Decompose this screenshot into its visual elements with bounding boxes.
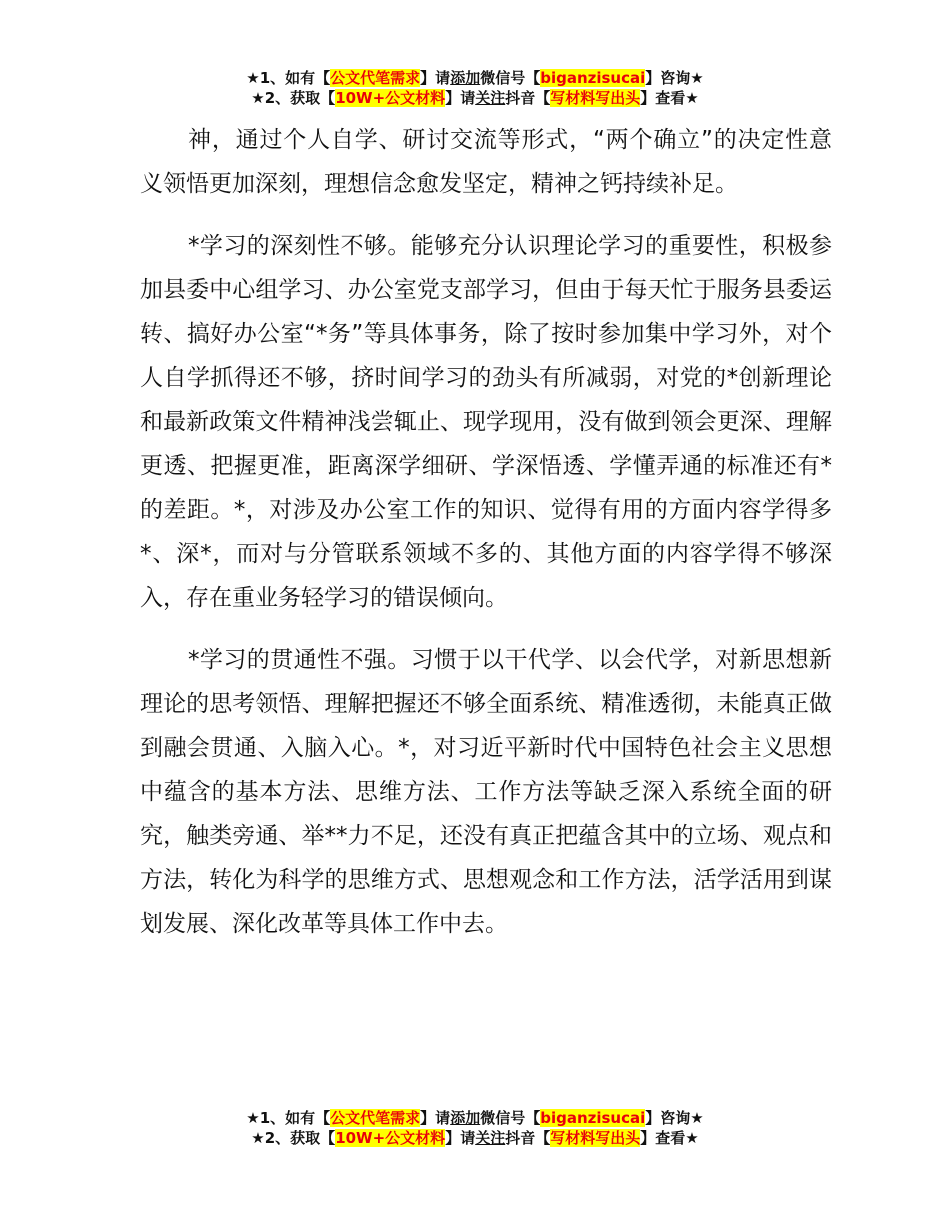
banner-line-2 — [0, 1128, 950, 1148]
banner-text: 】请 — [445, 89, 476, 107]
banner-line-2 — [0, 88, 950, 108]
banner-text: 】查看★ — [640, 1129, 699, 1147]
banner-text: 微信号【 — [480, 69, 541, 87]
banner-highlight-wechat-id: biganzisucai — [540, 1109, 646, 1127]
banner-text: 】咨询★ — [645, 69, 704, 87]
banner-text: 】请 — [420, 69, 451, 87]
footer-banner — [0, 1108, 950, 1148]
document-body — [140, 118, 832, 964]
banner-text: 微信号【 — [480, 1109, 541, 1127]
banner-text: ★2、获取【 — [251, 89, 336, 107]
paragraph-continuation: 神，通过个人自学、研讨交流等形式，“两个确立”的决定性意义领悟更加深刻，理想信念愈发坚定，精神之钙持续补足。 — [140, 127, 832, 197]
banner-text: ★1、如有【 — [246, 1109, 331, 1127]
banner-underlined-add: 添加 — [450, 69, 481, 87]
banner-highlight-douyin: 写材料写出头 — [550, 89, 641, 107]
banner-line-1 — [0, 1108, 950, 1128]
banner-text: 抖音【 — [505, 1129, 551, 1147]
banner-highlight-douyin: 写材料写出头 — [550, 1129, 641, 1147]
paragraph-learning-depth: *学习的深刻性不够。能够充分认识理论学习的重要性，积极参加县委中心组学习、办公室党支部学习，但由于每天忙于服务县委运转、搞好办公室“*务”等具体事务，除了按时参加集中学习外，对个人自学抓得还不够，挤时间学习的劲头有所减弱，对党的*创新理论和最新政策文件精神浅尝辄止、现学现用，没有做到领会更深、理解更透、把握更准，距离深学细研、学深悟透、学懂弄通的标准还有*的差距。*，对涉及办公室工作的知识、觉得有用的方面内容学得多*、深*，而对与分管联系领域不多的、其他方面的内容学得不够深入，存在重业务轻学习的错误倾向。 — [140, 233, 832, 611]
header-banner — [0, 68, 950, 108]
banner-text: ★2、获取【 — [251, 1129, 336, 1147]
banner-text: 】查看★ — [640, 89, 699, 107]
banner-highlight-service: 公文代笔需求 — [330, 69, 421, 87]
banner-text: ★1、如有【 — [246, 69, 331, 87]
banner-highlight-wechat-id: biganzisucai — [540, 69, 646, 87]
banner-line-1 — [0, 68, 950, 88]
banner-underlined-follow: 关注 — [475, 1129, 506, 1147]
banner-text: 】咨询★ — [645, 1109, 704, 1127]
paragraph-learning-coherence: *学习的贯通性不强。习惯于以干代学、以会代学，对新思想新理论的思考领悟、理解把握还不够全面系统、精准透彻，未能真正做到融会贯通、入脑入心。*，对习近平新时代中国特色社会主义思想中蕴含的基本方法、思维方法、工作方法等缺乏深入系统全面的研究，触类旁通、举**力不足，还没有真正把蕴含其中的立场、观点和方法，转化为科学的思维方式、思想观念和工作方法，活学活用到谋划发展、深化改革等具体工作中去。 — [140, 647, 832, 937]
banner-underlined-add: 添加 — [450, 1109, 481, 1127]
banner-text: 】请 — [420, 1109, 451, 1127]
banner-text: 】请 — [445, 1129, 476, 1147]
banner-underlined-follow: 关注 — [475, 89, 506, 107]
banner-highlight-materials: 10W+公文材料 — [335, 89, 446, 107]
banner-highlight-materials: 10W+公文材料 — [335, 1129, 446, 1147]
banner-highlight-service: 公文代笔需求 — [330, 1109, 421, 1127]
banner-text: 抖音【 — [505, 89, 551, 107]
